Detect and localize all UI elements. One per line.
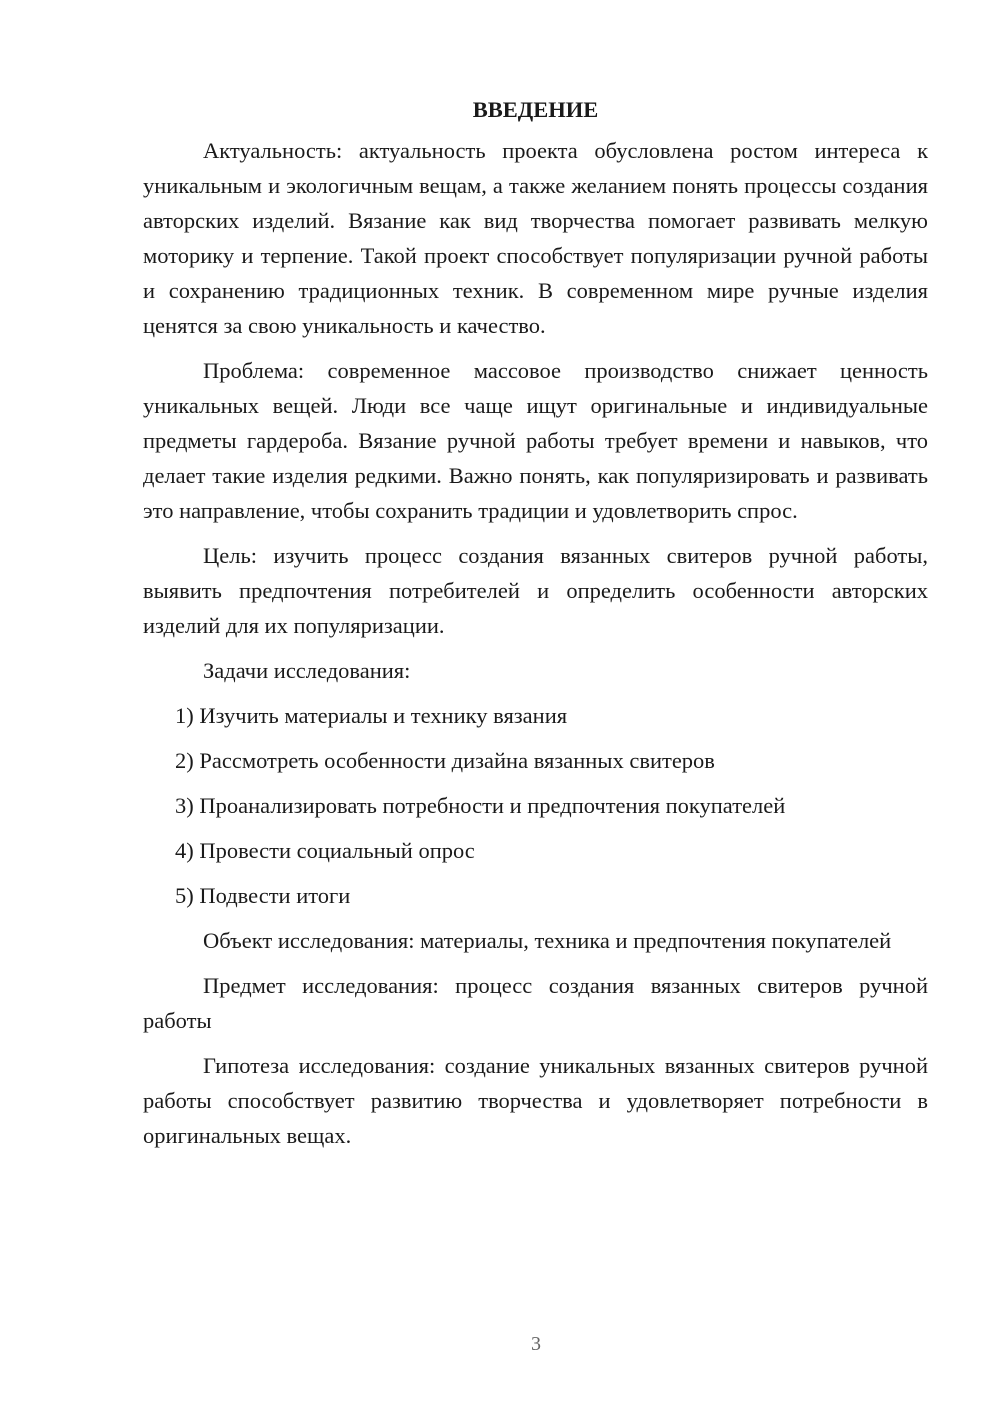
- problem-paragraph: Проблема: современное массовое производство снижает ценность уникальных вещей. Люди все чаще ищут оригинальные и индивидуальные предметы гардероба. Вязание ручной работы требует времени и навыков, что делает такие изделия редкими. Важно понять, как популяризировать и развивать это направление, чтобы сохранить традиции и удовлетворить спрос.: [143, 358, 928, 523]
- task-list: [143, 698, 928, 913]
- tasks-heading: Задачи исследования:: [203, 658, 411, 683]
- hypothesis-paragraph: Гипотеза исследования: создание уникальных вязанных свитеров ручной работы способствует развитию творчества и удовлетворяет потребности в оригинальных вещах.: [143, 1053, 928, 1148]
- task-item-3: 3) Проанализировать потребности и предпочтения покупателей: [175, 793, 786, 818]
- page-number: 3: [531, 1333, 541, 1355]
- subject-paragraph: Предмет исследования: процесс создания вязанных свитеров ручной работы: [143, 973, 928, 1033]
- relevance-paragraph: Актуальность: актуальность проекта обусловлена ростом интереса к уникальным и экологичным вещам, а также желанием понять процессы создания авторских изделий. Вязание как вид творчества помогает развивать мелкую моторику и терпение. Такой проект способствует популяризации ручной работы и сохранению традиционных техник. В современном мире ручные изделия ценятся за свою уникальность и качество.: [143, 138, 928, 338]
- object-paragraph: Объект исследования: материалы, техника и предпочтения покупателей: [203, 928, 892, 953]
- task-item-1: 1) Изучить материалы и технику вязания: [175, 703, 568, 728]
- task-item-5: 5) Подвести итоги: [175, 883, 351, 908]
- task-item-2: 2) Рассмотреть особенности дизайна вязанных свитеров: [175, 748, 715, 773]
- section-title: ВВЕДЕНИЕ: [472, 97, 599, 122]
- task-item-4: 4) Провести социальный опрос: [175, 838, 475, 863]
- goal-paragraph: Цель: изучить процесс создания вязанных свитеров ручной работы, выявить предпочтения потребителей и определить особенности авторских изделий для их популяризации.: [143, 543, 928, 638]
- page-content: [143, 92, 928, 1163]
